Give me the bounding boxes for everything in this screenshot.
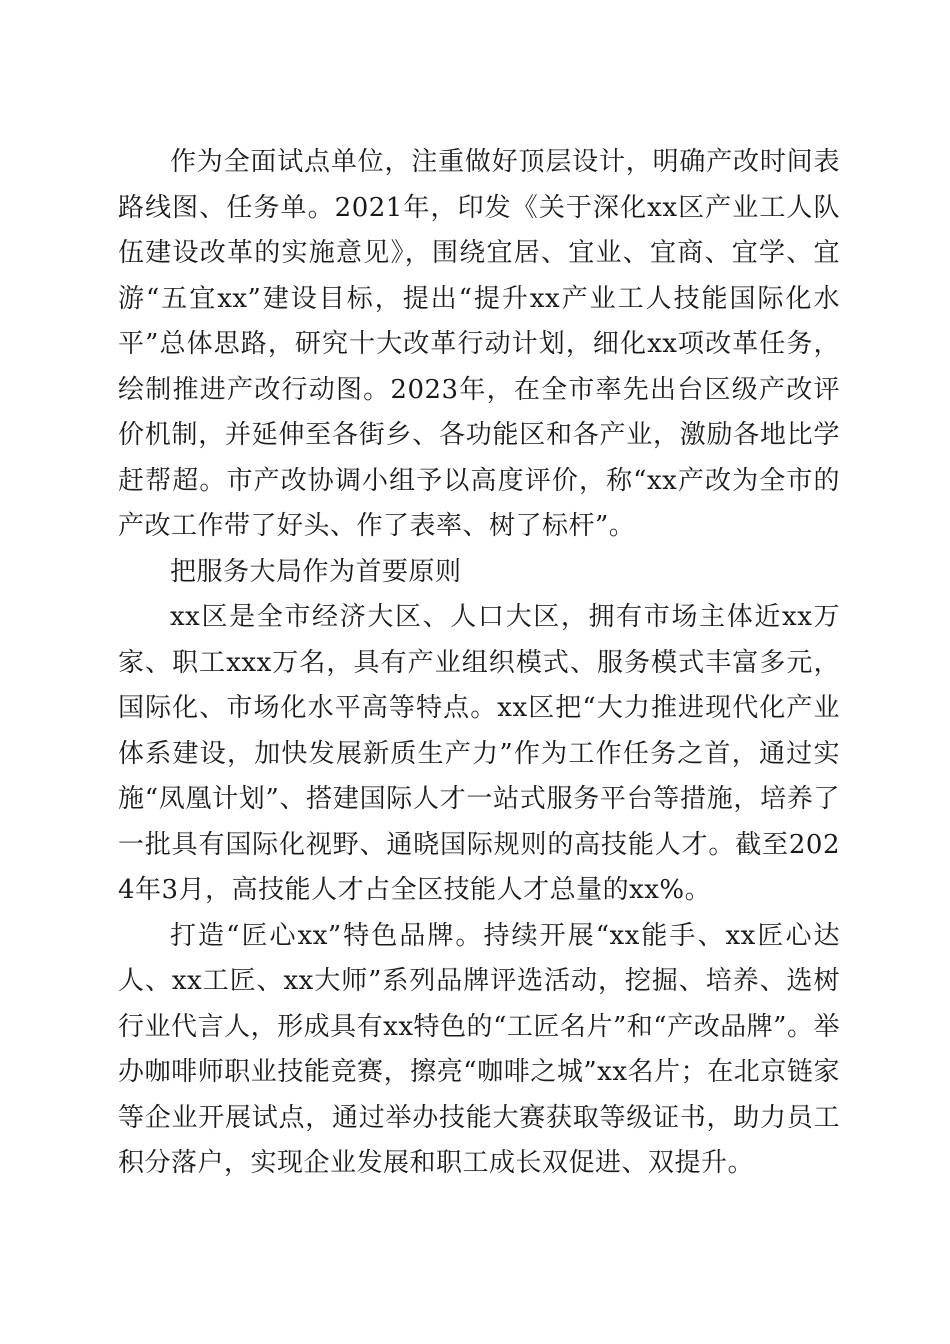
paragraph-craftsman-brand: 打造“匠心xx”特色品牌。持续开展“xx能手、xx匠心达人、xx工匠、xx大师”系列品牌评选活动，挖掘、培养、选树行业代言人，形成具有xx特色的“工匠名片”和“产改品牌”。举办咖啡师职业技能竞赛，擦亮“咖啡之城”xx名片；在北京链家等企业开展试点，通过举办技能大赛获取等级证书，助力员工积分落户，实现企业发展和职工成长双促进、双提升。 <box>118 920 840 1178</box>
document-body <box>118 140 840 1187</box>
paragraph-district-overview: xx区是全市经济大区、人口大区，拥有市场主体近xx万家、职工xxx万名，具有产业组织模式、服务模式丰富多元，国际化、市场化水平高等特点。xx区把“大力推进现代化产业体系建设，加快发展新质生产力”作为工作任务之首，通过实施“凤凰计划”、搭建国际人才一站式服务平台等措施，培养了一批具有国际化视野、通晓国际规则的高技能人才。截至2024年3月，高技能人才占全区技能人才总量的xx%。 <box>118 602 840 905</box>
paragraph-pilot-design: 作为全面试点单位，注重做好顶层设计，明确产改时间表路线图、任务单。2021年，印发《关于深化xx区产业工人队伍建设改革的实施意见》，围绕宜居、宜业、宜商、宜学、宜游“五宜xx”建设目标，提出“提升xx产业工人技能国际化水平”总体思路，研究十大改革行动计划，细化xx项改革任务，绘制推进产改行动图。2023年，在全市率先出台区级产改评价机制，并延伸至各街乡、各功能区和各产业，激励各地比学赶帮超。市产改协调小组予以高度评价，称“xx产改为全市的产改工作带了好头、作了表率、树了标杆”。 <box>118 147 840 541</box>
section-heading-service-principle: 把服务大局作为首要原则 <box>170 556 462 587</box>
